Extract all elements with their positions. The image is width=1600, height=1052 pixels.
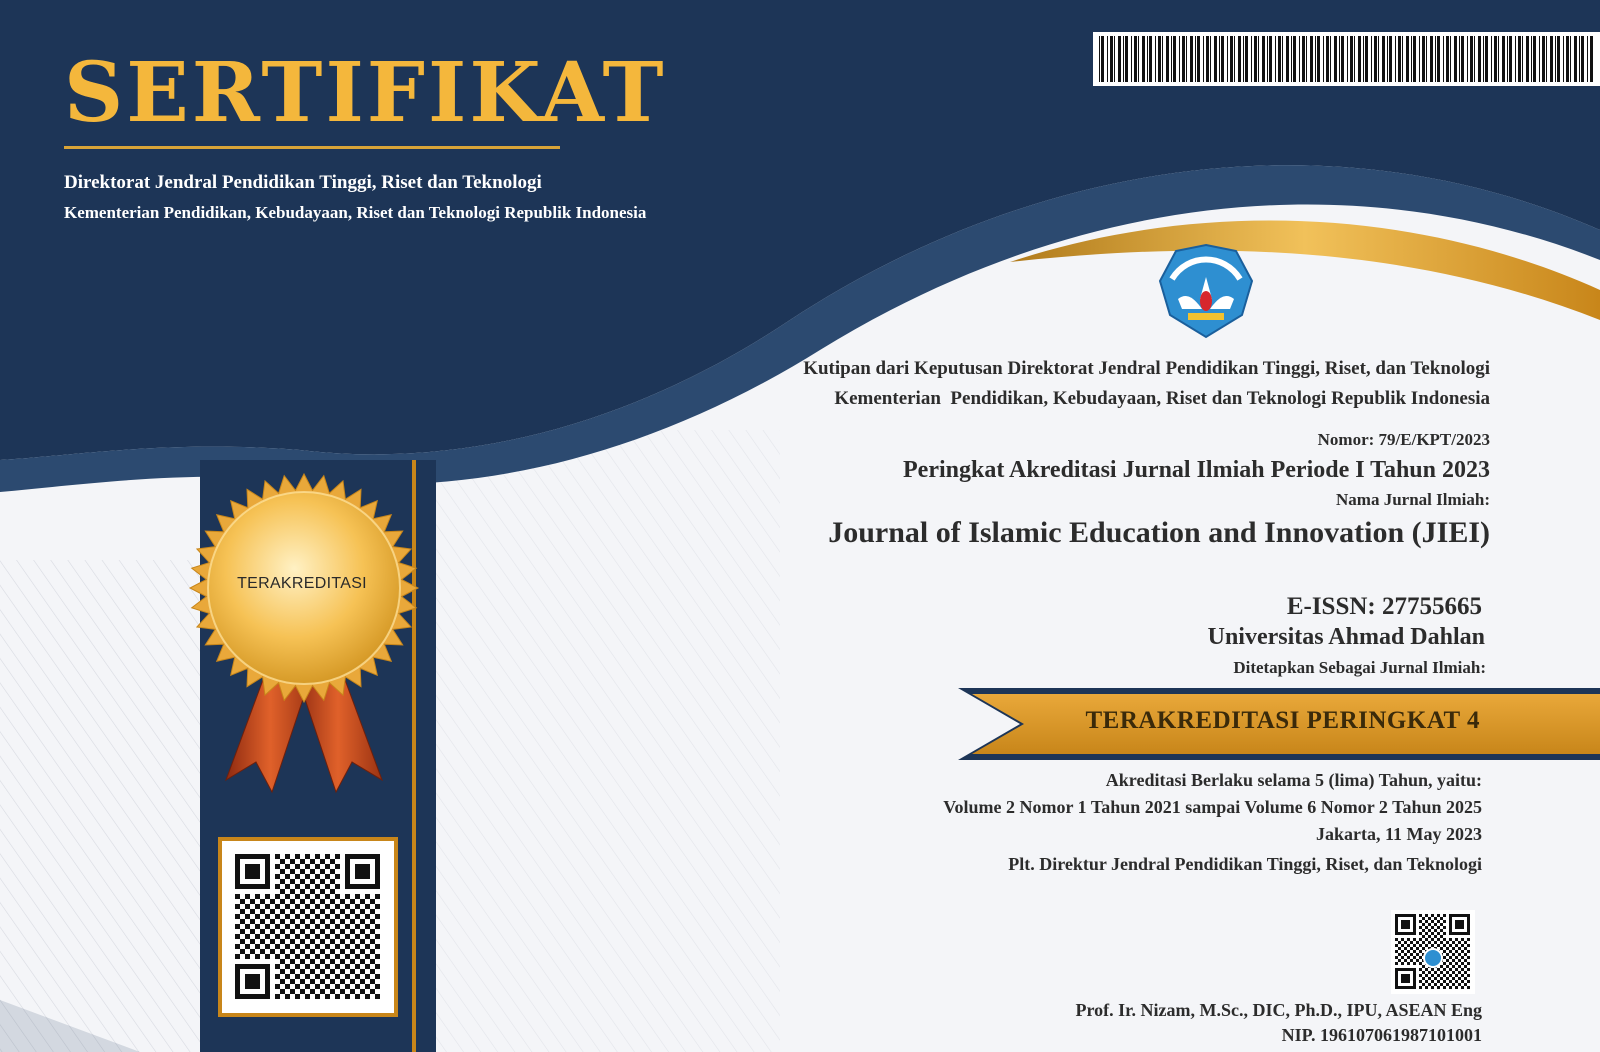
excerpt-line-2: Kementerian Pendidikan, Kebudayaan, Riset dan Teknologi Republik Indonesia: [834, 388, 1490, 409]
rank-banner: TERAKREDITASI PERINGKAT 4: [1085, 707, 1480, 734]
signer-name: Prof. Ir. Nizam, M.Sc., DIC, Ph.D., IPU, ASEAN Eng: [1075, 1000, 1482, 1020]
journal-name: Journal of Islamic Education and Innovation (JIEI): [828, 516, 1490, 549]
qr-code-icon: [222, 841, 394, 1013]
ranking-title: Peringkat Akreditasi Jurnal Ilmiah Periode I Tahun 2023: [903, 457, 1490, 483]
signer-title: Plt. Direktur Jendral Pendidikan Tinggi, Riset, dan Teknologi: [1008, 854, 1482, 874]
certificate-title: SERTIFIKAT: [64, 45, 667, 141]
qr-code-icon: [1391, 910, 1475, 994]
signer-nip: NIP. 196107061987101001: [1281, 1025, 1482, 1045]
award-seal-icon: [186, 470, 422, 800]
place-date: Jakarta, 11 May 2023: [1316, 824, 1482, 844]
excerpt-line-1: Kutipan dari Keputusan Direktorat Jendral Pendidikan Tinggi, Riset, dan Teknologi: [803, 358, 1490, 379]
designated-label: Ditetapkan Sebagai Jurnal Ilmiah:: [1233, 658, 1486, 677]
tut-wuri-handayani-emblem: [1158, 243, 1254, 339]
eissn: E-ISSN: 27755665: [1286, 593, 1482, 620]
seal-label: TERAKREDITASI: [237, 575, 367, 592]
institution-name: Universitas Ahmad Dahlan: [1207, 624, 1485, 650]
title-underline: [64, 146, 560, 149]
journal-name-label: Nama Jurnal Ilmiah:: [1336, 490, 1490, 509]
issuer-line-1: Direktorat Jendral Pendidikan Tinggi, Riset dan Teknologi: [64, 172, 542, 193]
decree-number: Nomor: 79/E/KPT/2023: [1317, 430, 1490, 449]
validity-line-2: Volume 2 Nomor 1 Tahun 2021 sampai Volume 6 Nomor 2 Tahun 2025: [943, 797, 1482, 817]
qr-code-frame: [218, 837, 398, 1017]
validity-line-1: Akreditasi Berlaku selama 5 (lima) Tahun, yaitu:: [1105, 770, 1482, 790]
barcode-icon: [1093, 32, 1600, 86]
issuer-line-2: Kementerian Pendidikan, Kebudayaan, Riset dan Teknologi Republik Indonesia: [64, 203, 647, 222]
